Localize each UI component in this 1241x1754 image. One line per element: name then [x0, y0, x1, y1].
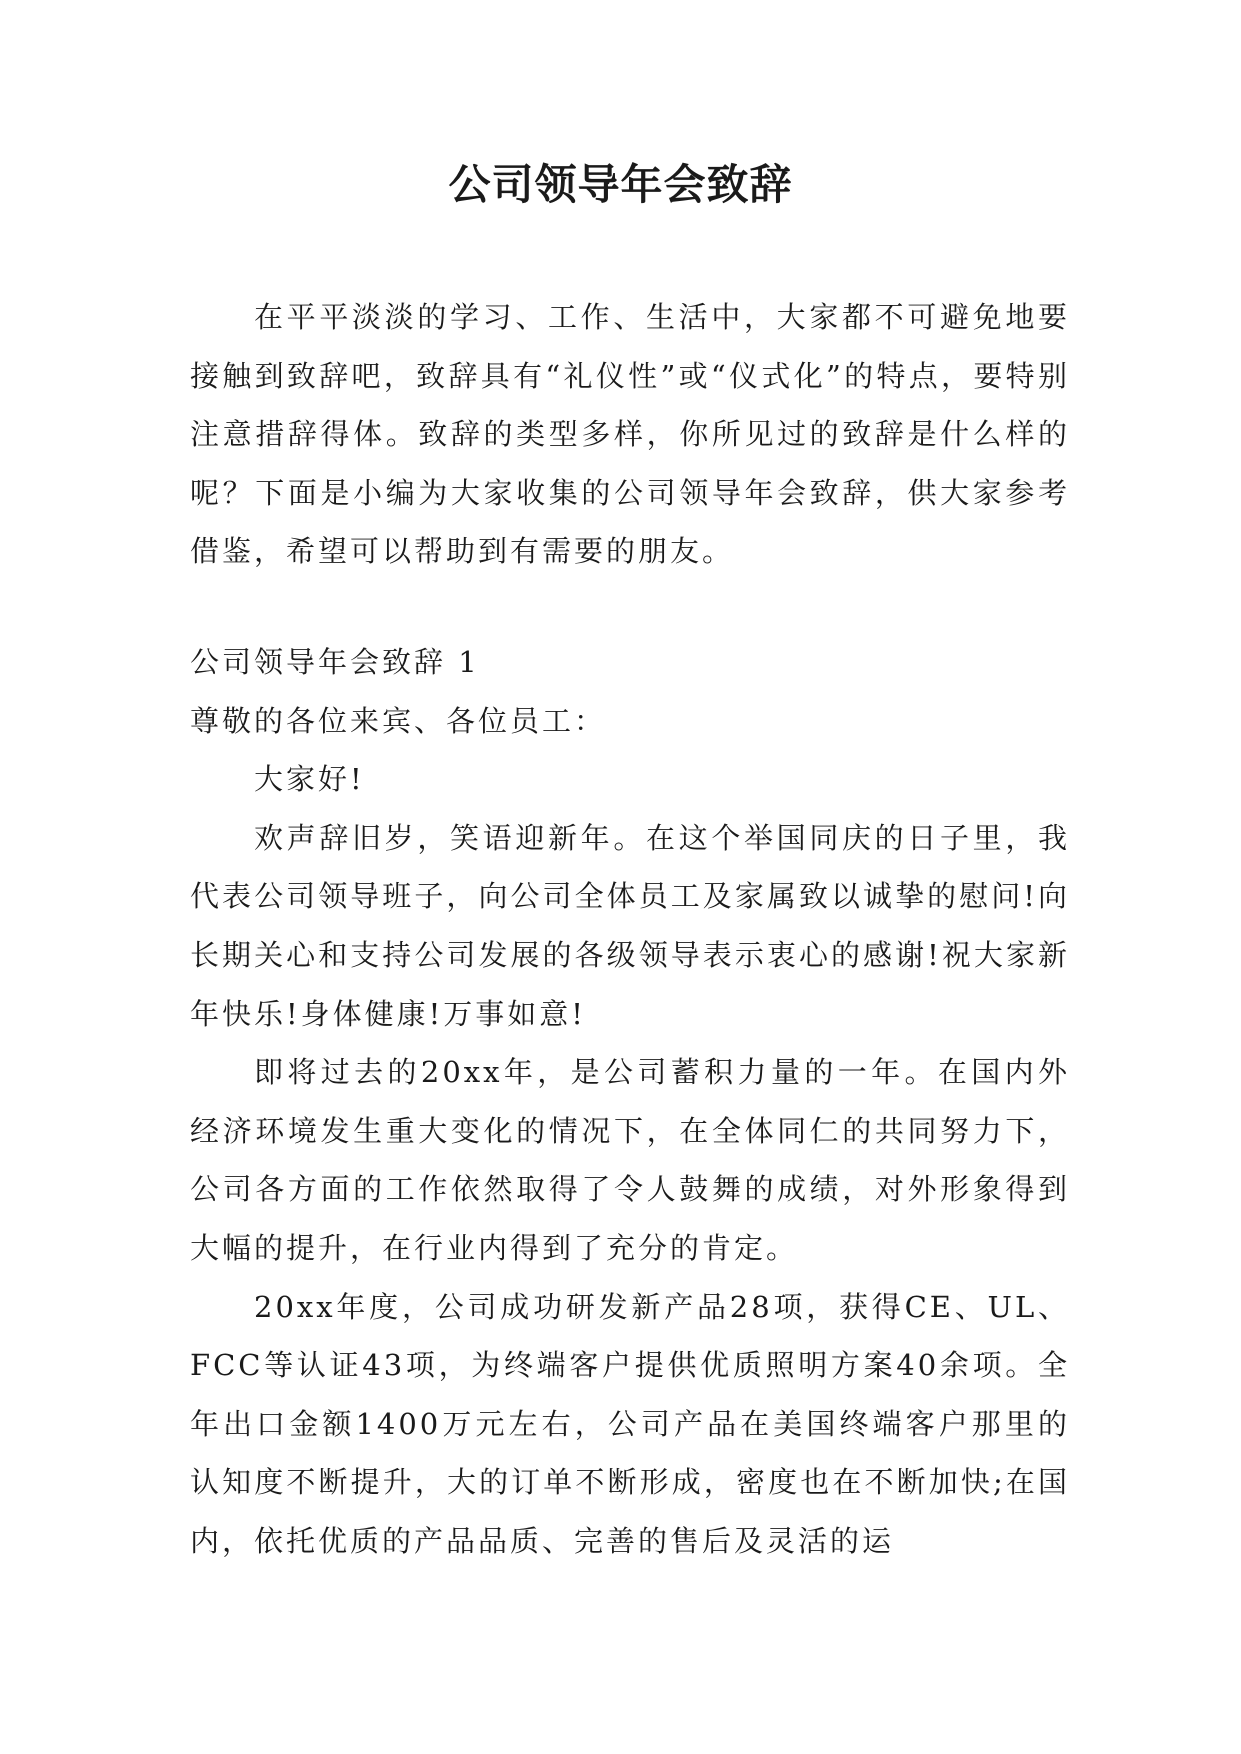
body-paragraph: 欢声辞旧岁，笑语迎新年。在这个举国同庆的日子里，我代表公司领导班子，向公司全体员工及家属致以诚挚的慰问!向长期关心和支持公司发展的各级领导表示衷心的感谢!祝大家新年快乐!身体健康!万事如意! — [190, 820, 1070, 1031]
speech-section — [190, 633, 1070, 1571]
greeting: 大家好! — [254, 762, 365, 797]
salutation: 尊敬的各位来宾、各位员工： — [190, 703, 607, 738]
body-paragraph: 即将过去的20xx年，是公司蓄积力量的一年。在国内外经济环境发生重大变化的情况下，在全体同仁的共同努力下，公司各方面的工作依然取得了令人鼓舞的成绩，对外形象得到大幅的提升，在行业内得到了充分的肯定。 — [190, 1055, 1070, 1265]
section-heading: 公司领导年会致辞 1 — [190, 645, 480, 679]
intro-paragraph: 在平平淡淡的学习、工作、生活中，大家都不可避免地要接触到致辞吧，致辞具有“礼仪性”或“仪式化”的特点，要特别注意措辞得体。致辞的类型多样，你所见过的致辞是什么样的呢？下面是小编为大家收集的公司领导年会致辞，供大家参考借鉴，希望可以帮助到有需要的朋友。 — [190, 300, 1070, 569]
document-title: 公司领导年会致辞 — [448, 160, 793, 209]
intro-block — [190, 288, 1070, 581]
body-paragraph: 20xx年度，公司成功研发新产品28项，获得CE、UL、FCC等认证43项，为终端客户提供优质照明方案40余项。全年出口金额1400万元左右，公司产品在美国终端客户那里的认知度不断提升，大的订单不断形成，密度也在不断加快;在国内，依托优质的产品品质、完善的售后及灵活的运 — [190, 1289, 1070, 1558]
